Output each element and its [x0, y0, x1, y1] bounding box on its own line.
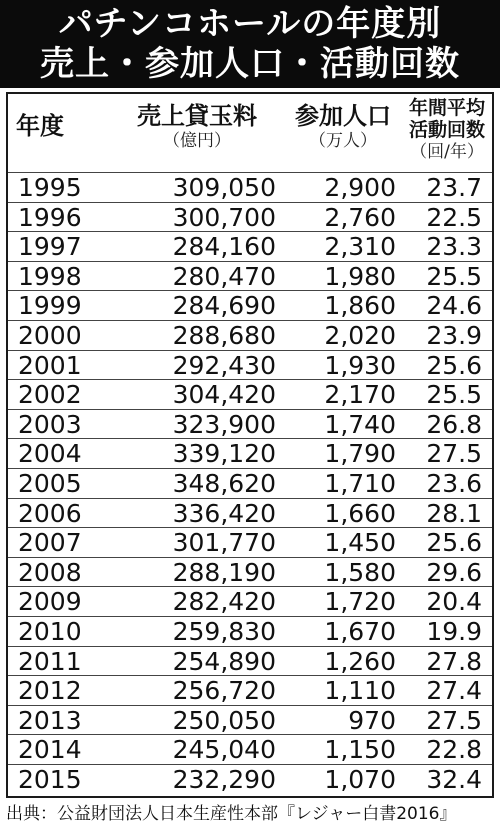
cell-activity: 25.6 [426, 528, 482, 558]
cell-population: 1,790 [324, 439, 396, 469]
cell-population: 1,450 [324, 528, 396, 558]
cell-activity: 19.9 [426, 616, 482, 646]
header-year [16, 112, 86, 140]
table-body [8, 172, 492, 793]
cell-activity: 23.3 [426, 232, 482, 262]
cell-sales: 292,430 [172, 350, 276, 380]
cell-activity: 24.6 [426, 291, 482, 321]
table-row [8, 202, 492, 232]
cell-year: 2001 [18, 350, 82, 380]
table-row [8, 498, 492, 528]
cell-population: 1,710 [324, 468, 396, 498]
title-line-1: パチンコホールの年度別 [58, 4, 442, 44]
cell-year: 2000 [18, 320, 82, 350]
cell-year: 2006 [18, 498, 82, 528]
table-row [8, 290, 492, 320]
cell-year: 2004 [18, 439, 82, 469]
cell-year: 2002 [18, 380, 82, 410]
header-activity [404, 97, 490, 163]
cell-activity: 27.5 [426, 705, 482, 735]
header-activity-unit: （回/年） [410, 142, 484, 162]
table-row [8, 231, 492, 261]
cell-sales: 300,700 [172, 202, 276, 232]
table-row [8, 409, 492, 439]
cell-population: 1,980 [324, 261, 396, 291]
cell-sales: 323,900 [172, 409, 276, 439]
cell-sales: 339,120 [172, 439, 276, 469]
cell-population: 1,860 [324, 291, 396, 321]
cell-sales: 245,040 [172, 735, 276, 765]
cell-activity: 27.4 [426, 676, 482, 706]
cell-year: 2010 [18, 616, 82, 646]
cell-year: 2003 [18, 409, 82, 439]
cell-activity: 25.6 [426, 350, 482, 380]
cell-activity: 20.4 [426, 587, 482, 617]
table-row [8, 320, 492, 350]
cell-activity: 26.8 [426, 409, 482, 439]
cell-activity: 25.5 [426, 261, 482, 291]
table-row [8, 705, 492, 735]
cell-sales: 309,050 [172, 173, 276, 202]
table-row [8, 527, 492, 557]
table-row [8, 586, 492, 616]
cell-activity: 23.7 [426, 173, 482, 202]
cell-sales: 250,050 [172, 705, 276, 735]
cell-sales: 284,690 [172, 291, 276, 321]
cell-population: 1,930 [324, 350, 396, 380]
cell-activity: 28.1 [426, 498, 482, 528]
table-row [8, 616, 492, 646]
cell-sales: 336,420 [172, 498, 276, 528]
source-note: 出典：公益財団法人日本生産性本部『レジャー白書2016』 [6, 804, 457, 824]
cell-population: 1,670 [324, 616, 396, 646]
cell-activity: 29.6 [426, 557, 482, 587]
cell-population: 2,170 [324, 380, 396, 410]
cell-activity: 32.4 [426, 764, 482, 794]
cell-year: 2014 [18, 735, 82, 765]
cell-year: 1998 [18, 261, 82, 291]
cell-population: 1,580 [324, 557, 396, 587]
cell-year: 1997 [18, 232, 82, 262]
cell-activity: 23.6 [426, 468, 482, 498]
cell-year: 2015 [18, 764, 82, 794]
title-line-2: 売上・参加人口・活動回数 [40, 44, 460, 84]
header-sales-unit: （億円） [163, 131, 231, 151]
title-banner [0, 0, 500, 88]
table-row [8, 764, 492, 794]
cell-sales: 288,680 [172, 320, 276, 350]
cell-year: 2013 [18, 705, 82, 735]
cell-population: 1,110 [324, 676, 396, 706]
header-sales-label: 売上貸玉料 [137, 102, 257, 130]
cell-population: 2,760 [324, 202, 396, 232]
cell-activity: 22.5 [426, 202, 482, 232]
header-sales [118, 102, 276, 152]
table-row [8, 172, 492, 202]
table-row [8, 557, 492, 587]
cell-year: 1996 [18, 202, 82, 232]
table-row [8, 261, 492, 291]
cell-activity: 27.8 [426, 646, 482, 676]
cell-sales: 254,890 [172, 646, 276, 676]
cell-population: 2,310 [324, 232, 396, 262]
cell-year: 2008 [18, 557, 82, 587]
cell-activity: 23.9 [426, 320, 482, 350]
cell-sales: 348,620 [172, 468, 276, 498]
cell-activity: 25.5 [426, 380, 482, 410]
cell-population: 1,720 [324, 587, 396, 617]
cell-year: 2009 [18, 587, 82, 617]
cell-sales: 282,420 [172, 587, 276, 617]
table-row [8, 438, 492, 468]
header-population [284, 102, 402, 152]
table-row [8, 468, 492, 498]
cell-sales: 301,770 [172, 528, 276, 558]
table-row [8, 379, 492, 409]
header-activity-line-1: 年間平均 [408, 97, 485, 119]
cell-activity: 27.5 [426, 439, 482, 469]
cell-sales: 232,290 [172, 764, 276, 794]
cell-population: 1,740 [324, 409, 396, 439]
cell-population: 1,260 [324, 646, 396, 676]
cell-year: 1999 [18, 291, 82, 321]
data-table [6, 92, 494, 798]
table-row [8, 675, 492, 705]
cell-population: 2,020 [324, 320, 396, 350]
cell-year: 1995 [18, 173, 82, 202]
cell-sales: 256,720 [172, 676, 276, 706]
cell-year: 2005 [18, 468, 82, 498]
table-header [8, 94, 492, 172]
cell-year: 2011 [18, 646, 82, 676]
cell-population: 1,070 [324, 764, 396, 794]
cell-sales: 259,830 [172, 616, 276, 646]
header-population-unit: （万人） [309, 131, 377, 151]
header-year-label: 年度 [16, 112, 64, 140]
cell-population: 970 [348, 705, 396, 735]
cell-population: 1,150 [324, 735, 396, 765]
cell-sales: 284,160 [172, 232, 276, 262]
table-row [8, 350, 492, 380]
cell-sales: 280,470 [172, 261, 276, 291]
cell-population: 1,660 [324, 498, 396, 528]
cell-year: 2012 [18, 676, 82, 706]
cell-sales: 304,420 [172, 380, 276, 410]
cell-year: 2007 [18, 528, 82, 558]
header-population-label: 参加人口 [295, 102, 391, 130]
cell-activity: 22.8 [426, 735, 482, 765]
cell-sales: 288,190 [172, 557, 276, 587]
table-row [8, 646, 492, 676]
header-activity-line-2: 活動回数 [408, 119, 485, 141]
cell-population: 2,900 [324, 173, 396, 202]
table-row [8, 734, 492, 764]
